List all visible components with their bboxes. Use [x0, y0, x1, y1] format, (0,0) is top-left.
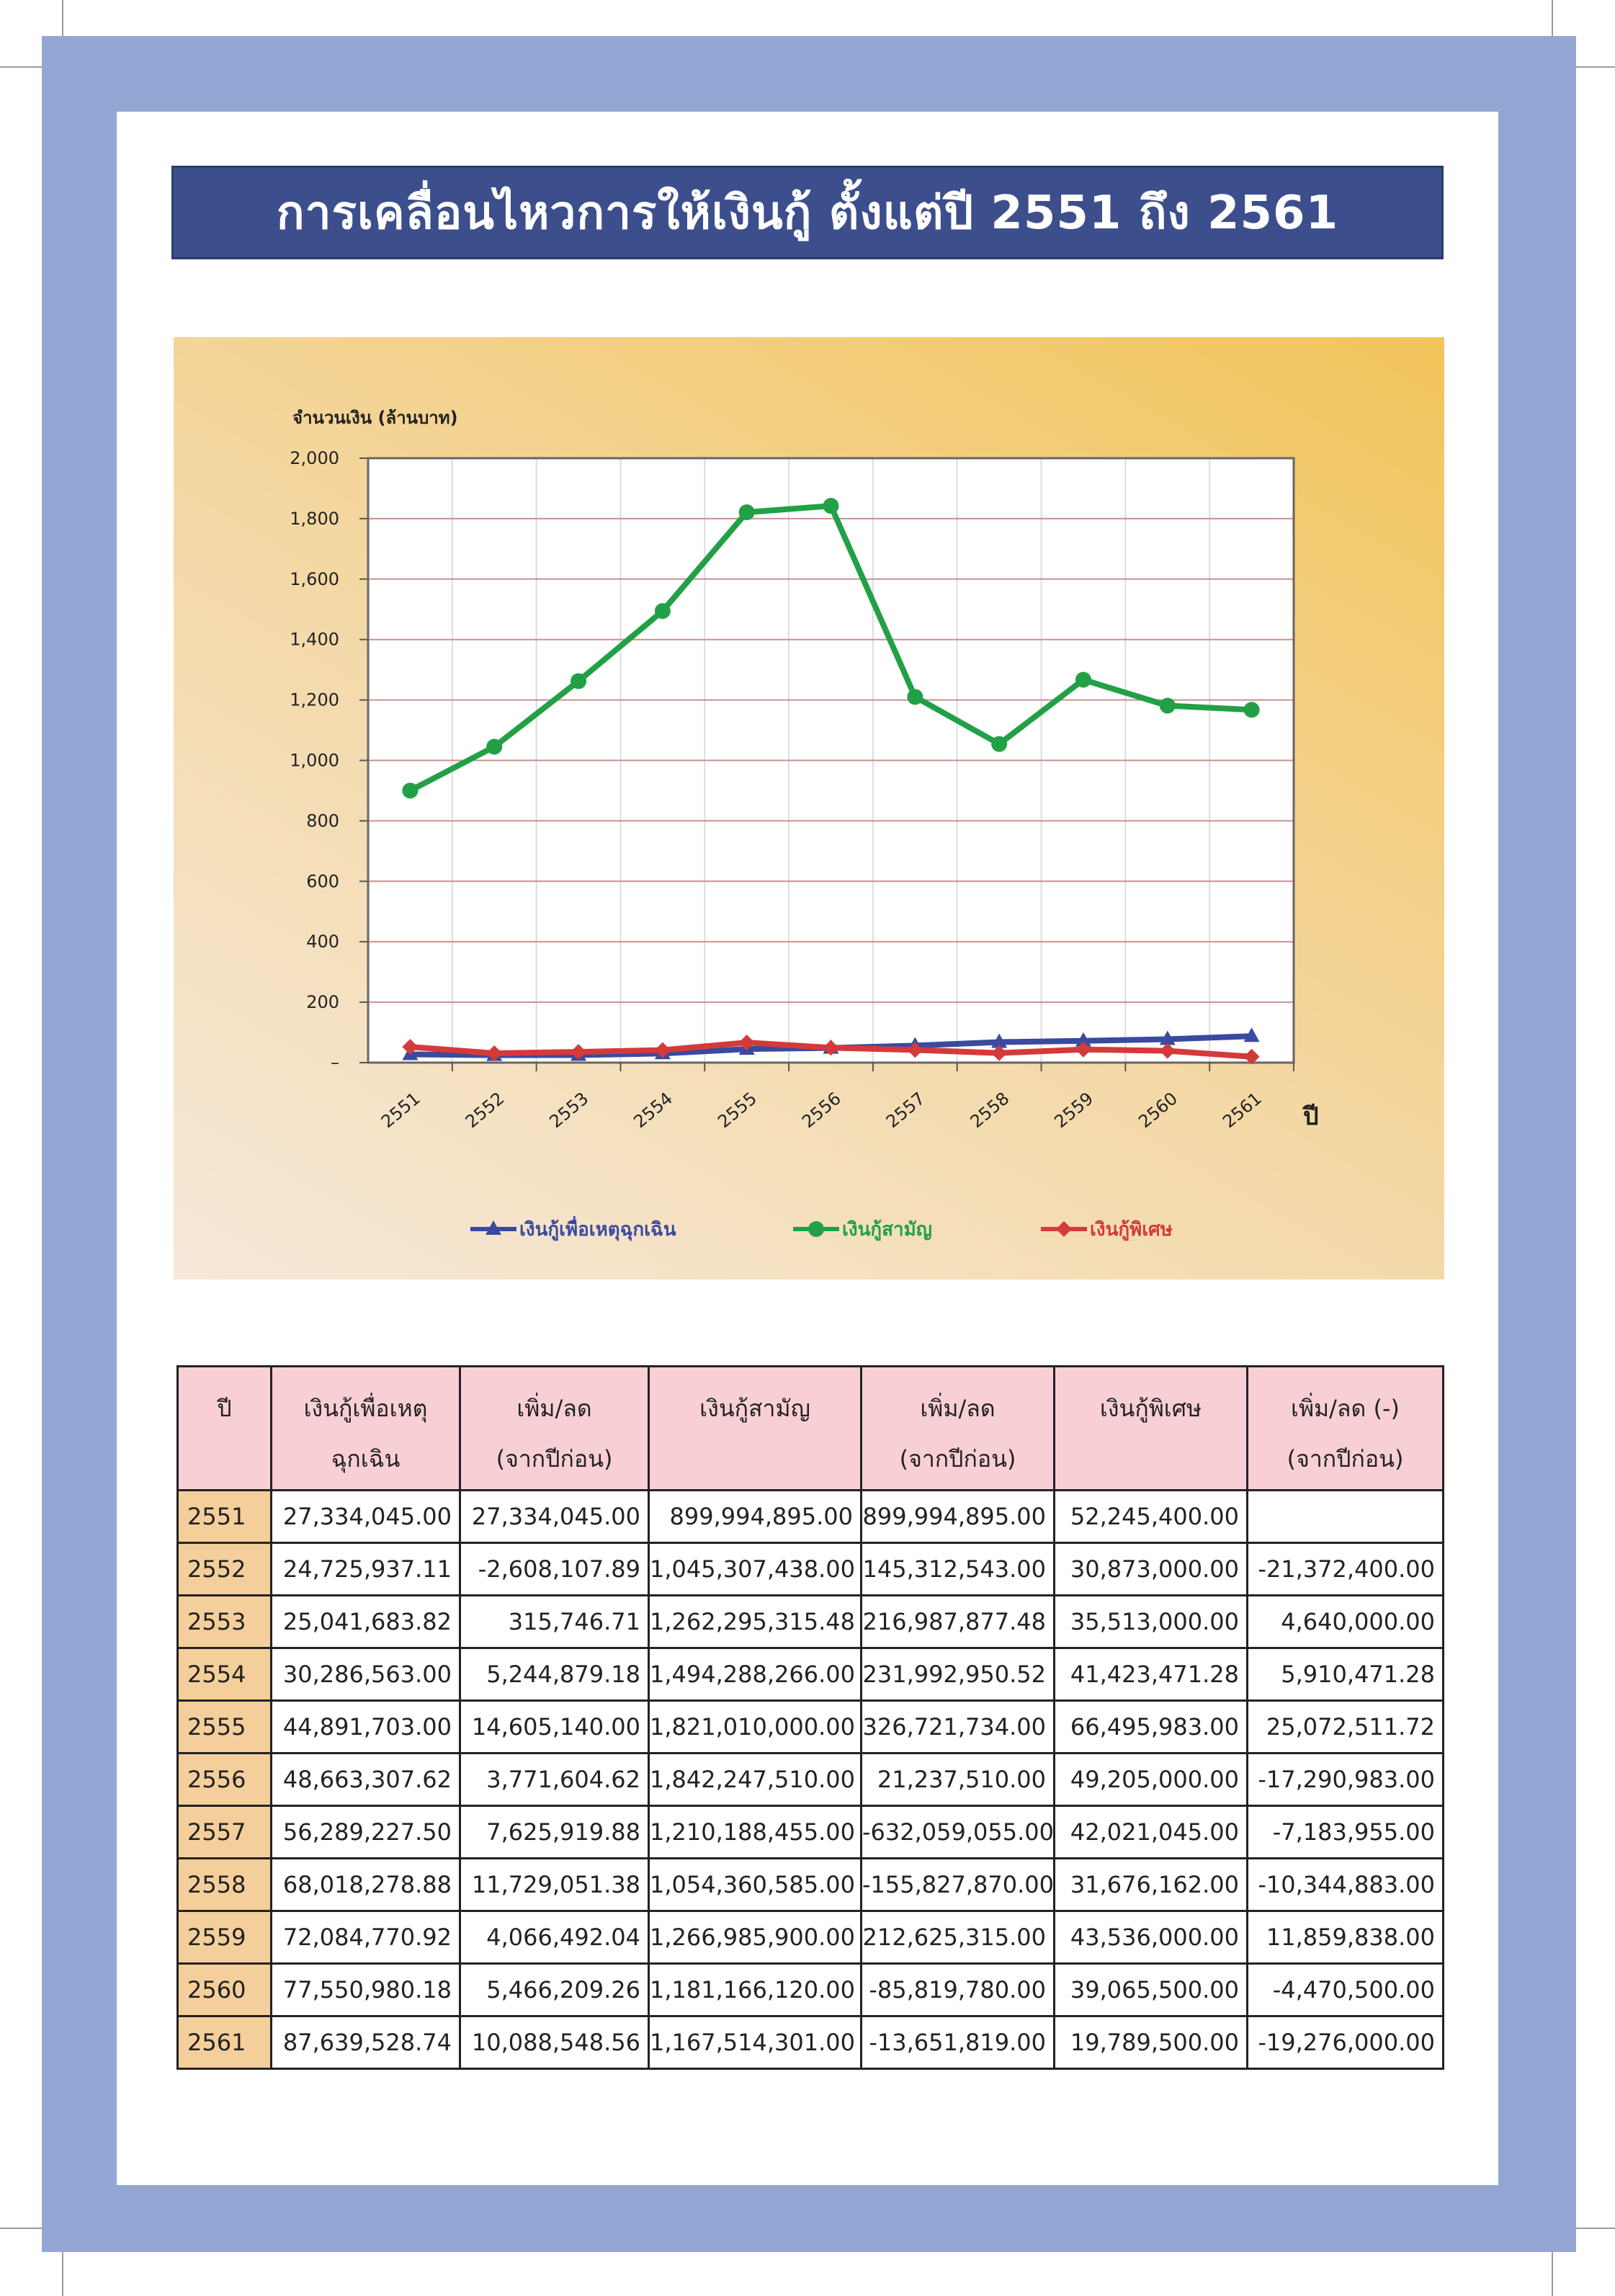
table-row	[178, 1911, 1444, 1964]
data-point-circle	[739, 504, 755, 520]
value-cell: 212,625,315.00	[862, 1911, 1055, 1964]
value-cell: 25,072,511.72	[1248, 1701, 1444, 1754]
value-cell: 49,205,000.00	[1055, 1754, 1248, 1806]
x-tick-label: 2556	[797, 1088, 845, 1133]
value-cell: 4,066,492.04	[460, 1911, 649, 1964]
header-row	[178, 1367, 1444, 1491]
value-cell: 11,859,838.00	[1248, 1911, 1444, 1964]
table-row	[178, 1543, 1444, 1596]
crop-mark	[0, 2228, 42, 2229]
table-body	[178, 1491, 1444, 2069]
table-row	[178, 1701, 1444, 1754]
chart-panel	[174, 337, 1444, 1279]
column-header-line: (จากปีก่อน)	[899, 1445, 1016, 1473]
value-cell: 899,994,895.00	[862, 1491, 1055, 1543]
year-cell: 2551	[178, 1491, 272, 1543]
column-header-line: (จากปีก่อน)	[1287, 1445, 1404, 1473]
value-cell: 21,237,510.00	[862, 1754, 1055, 1806]
value-cell: 27,334,045.00	[272, 1491, 460, 1543]
value-cell: 66,495,983.00	[1055, 1701, 1248, 1754]
value-cell: 315,746.71	[460, 1596, 649, 1648]
x-tick-label: 2553	[545, 1088, 593, 1133]
loan-data-table	[176, 1365, 1444, 2070]
data-point-circle	[402, 782, 418, 798]
column-header-line: ฉุกเฉิน	[331, 1445, 401, 1473]
x-tick-label: 2555	[714, 1088, 761, 1133]
y-axis-title: จำนวนเงิน (ล้านบาท)	[292, 408, 458, 428]
value-cell: 1,181,166,120.00	[649, 1964, 862, 2016]
value-cell: 899,994,895.00	[649, 1491, 862, 1543]
column-header-line: ปี	[217, 1395, 232, 1422]
value-cell: 1,842,247,510.00	[649, 1754, 862, 1806]
value-cell: 216,987,877.48	[862, 1596, 1055, 1648]
value-cell: -632,059,055.00	[862, 1806, 1055, 1859]
value-cell: -10,344,883.00	[1248, 1859, 1444, 1911]
x-tick-label: 2552	[461, 1088, 509, 1133]
value-cell: 31,676,162.00	[1055, 1859, 1248, 1911]
value-cell: -155,827,870.00	[862, 1859, 1055, 1911]
column-header-line: เงินกู้สามัญ	[699, 1395, 810, 1422]
y-tick-label: 600	[306, 871, 339, 892]
value-cell: 87,639,528.74	[272, 2016, 460, 2069]
value-cell: 4,640,000.00	[1248, 1596, 1444, 1648]
y-tick-label: 200	[306, 992, 339, 1013]
legend-label: เงินกู้สามัญ	[842, 1219, 932, 1241]
value-cell: 68,018,278.88	[272, 1859, 460, 1911]
data-point-circle	[1075, 671, 1091, 687]
table-row	[178, 1596, 1444, 1648]
value-cell: 30,286,563.00	[272, 1648, 460, 1701]
table-row	[178, 2016, 1444, 2069]
x-axis-title: ปี	[1303, 1102, 1319, 1131]
value-cell: 1,167,514,301.00	[649, 2016, 862, 2069]
column-header	[1055, 1367, 1248, 1491]
value-cell: -21,372,400.00	[1248, 1543, 1444, 1596]
crop-mark	[62, 0, 63, 36]
value-cell: 5,910,471.28	[1248, 1648, 1444, 1701]
crop-mark	[1576, 2228, 1615, 2229]
year-cell: 2556	[178, 1754, 272, 1806]
legend-swatch-marker	[1056, 1221, 1072, 1237]
x-tick-label: 2559	[1050, 1088, 1098, 1133]
data-point-circle	[991, 736, 1007, 752]
value-cell: 326,721,734.00	[862, 1701, 1055, 1754]
data-point-circle	[486, 738, 502, 754]
value-cell: 24,725,937.11	[272, 1543, 460, 1596]
crop-mark	[1552, 0, 1553, 36]
data-point-circle	[1160, 697, 1176, 713]
x-tick-label: 2560	[1135, 1088, 1182, 1133]
value-cell: 35,513,000.00	[1055, 1596, 1248, 1648]
column-header	[1248, 1367, 1444, 1491]
crop-mark	[1552, 2252, 1553, 2296]
x-tick-label: 2558	[966, 1088, 1014, 1133]
y-tick-label: 1,400	[290, 629, 339, 650]
x-tick-label: 2557	[882, 1088, 929, 1133]
value-cell: 72,084,770.92	[272, 1911, 460, 1964]
y-tick-label: 800	[306, 810, 339, 831]
value-cell: 42,021,045.00	[1055, 1806, 1248, 1859]
data-point-circle	[655, 603, 671, 619]
page-title: การเคลื่อนไหวการให้เงินกู้ ตั้งแต่ปี 2551 ถึง 2561	[276, 187, 1339, 240]
value-cell: 1,054,360,585.00	[649, 1859, 862, 1911]
value-cell: 1,210,188,455.00	[649, 1806, 862, 1859]
column-header	[862, 1367, 1055, 1491]
value-cell: 10,088,548.56	[460, 2016, 649, 2069]
data-point-circle	[571, 673, 586, 689]
legend-label: เงินกู้เพื่อเหตุฉุกเฉิน	[519, 1219, 676, 1241]
y-tick-label: 400	[306, 932, 339, 952]
value-cell: 5,244,879.18	[460, 1648, 649, 1701]
value-cell: 30,873,000.00	[1055, 1543, 1248, 1596]
value-cell: 14,605,140.00	[460, 1701, 649, 1754]
value-cell: -17,290,983.00	[1248, 1754, 1444, 1806]
column-header-line: เพิ่ม/ลด (-)	[1291, 1395, 1400, 1422]
value-cell: 25,041,683.82	[272, 1596, 460, 1648]
loan-trend-chart	[174, 337, 1444, 1279]
table-row	[178, 1964, 1444, 2016]
y-tick-label: 1,000	[290, 750, 339, 771]
y-tick-label: –	[331, 1053, 339, 1073]
value-cell: -13,651,819.00	[862, 2016, 1055, 2069]
value-cell: 44,891,703.00	[272, 1701, 460, 1754]
value-cell: 1,494,288,266.00	[649, 1648, 862, 1701]
value-cell: 56,289,227.50	[272, 1806, 460, 1859]
column-header-line: เงินกู้พิเศษ	[1099, 1395, 1202, 1422]
value-cell: 27,334,045.00	[460, 1491, 649, 1543]
value-cell: -85,819,780.00	[862, 1964, 1055, 2016]
column-header-line: (จากปีก่อน)	[496, 1445, 613, 1473]
table-header	[178, 1367, 1444, 1491]
value-cell: 39,065,500.00	[1055, 1964, 1248, 2016]
value-cell: -2,608,107.89	[460, 1543, 649, 1596]
year-cell: 2560	[178, 1964, 272, 2016]
year-cell: 2561	[178, 2016, 272, 2069]
year-cell: 2559	[178, 1911, 272, 1964]
x-tick-label: 2561	[1219, 1088, 1266, 1133]
value-cell: 5,466,209.26	[460, 1964, 649, 2016]
column-header	[460, 1367, 649, 1491]
y-tick-label: 1,600	[290, 568, 339, 589]
value-cell: 145,312,543.00	[862, 1543, 1055, 1596]
table-row	[178, 1648, 1444, 1701]
crop-mark	[1576, 66, 1615, 68]
value-cell: -4,470,500.00	[1248, 1964, 1444, 2016]
table-row	[178, 1859, 1444, 1911]
crop-mark	[0, 66, 42, 68]
x-tick-label: 2554	[630, 1088, 677, 1133]
year-cell: 2554	[178, 1648, 272, 1701]
year-cell: 2557	[178, 1806, 272, 1859]
column-header-line: เพิ่ม/ลด	[516, 1395, 592, 1422]
column-header	[178, 1367, 272, 1491]
data-point-circle	[1244, 702, 1260, 718]
data-point-circle	[907, 689, 923, 705]
value-cell: 41,423,471.28	[1055, 1648, 1248, 1701]
title-banner	[171, 166, 1444, 259]
value-cell: 52,245,400.00	[1055, 1491, 1248, 1543]
value-cell: 1,045,307,438.00	[649, 1543, 862, 1596]
value-cell	[1248, 1491, 1444, 1543]
legend-label: เงินกู้พิเศษ	[1090, 1219, 1173, 1241]
value-cell: 1,821,010,000.00	[649, 1701, 862, 1754]
year-cell: 2553	[178, 1596, 272, 1648]
column-header	[649, 1367, 862, 1491]
crop-mark	[62, 2252, 63, 2296]
value-cell: 11,729,051.38	[460, 1859, 649, 1911]
column-header-line: เพิ่ม/ลด	[920, 1395, 996, 1422]
table-row	[178, 1754, 1444, 1806]
value-cell: 48,663,307.62	[272, 1754, 460, 1806]
y-tick-label: 1,200	[290, 689, 339, 710]
value-cell: 77,550,980.18	[272, 1964, 460, 2016]
legend-swatch-marker	[808, 1221, 824, 1237]
value-cell: -7,183,955.00	[1248, 1806, 1444, 1859]
data-point-circle	[823, 498, 839, 514]
year-cell: 2558	[178, 1859, 272, 1911]
column-header-line: เงินกู้เพื่อเหตุ	[303, 1395, 428, 1422]
y-tick-label: 1,800	[290, 508, 339, 529]
value-cell: 231,992,950.52	[862, 1648, 1055, 1701]
value-cell: 1,266,985,900.00	[649, 1911, 862, 1964]
y-tick-label: 2,000	[290, 448, 339, 468]
x-tick-label: 2551	[377, 1088, 424, 1133]
value-cell: 3,771,604.62	[460, 1754, 649, 1806]
year-cell: 2552	[178, 1543, 272, 1596]
value-cell: 43,536,000.00	[1055, 1911, 1248, 1964]
value-cell: 19,789,500.00	[1055, 2016, 1248, 2069]
table-row	[178, 1491, 1444, 1543]
year-cell: 2555	[178, 1701, 272, 1754]
column-header	[272, 1367, 460, 1491]
value-cell: 1,262,295,315.48	[649, 1596, 862, 1648]
value-cell: 7,625,919.88	[460, 1806, 649, 1859]
table-row	[178, 1806, 1444, 1859]
value-cell: -19,276,000.00	[1248, 2016, 1444, 2069]
